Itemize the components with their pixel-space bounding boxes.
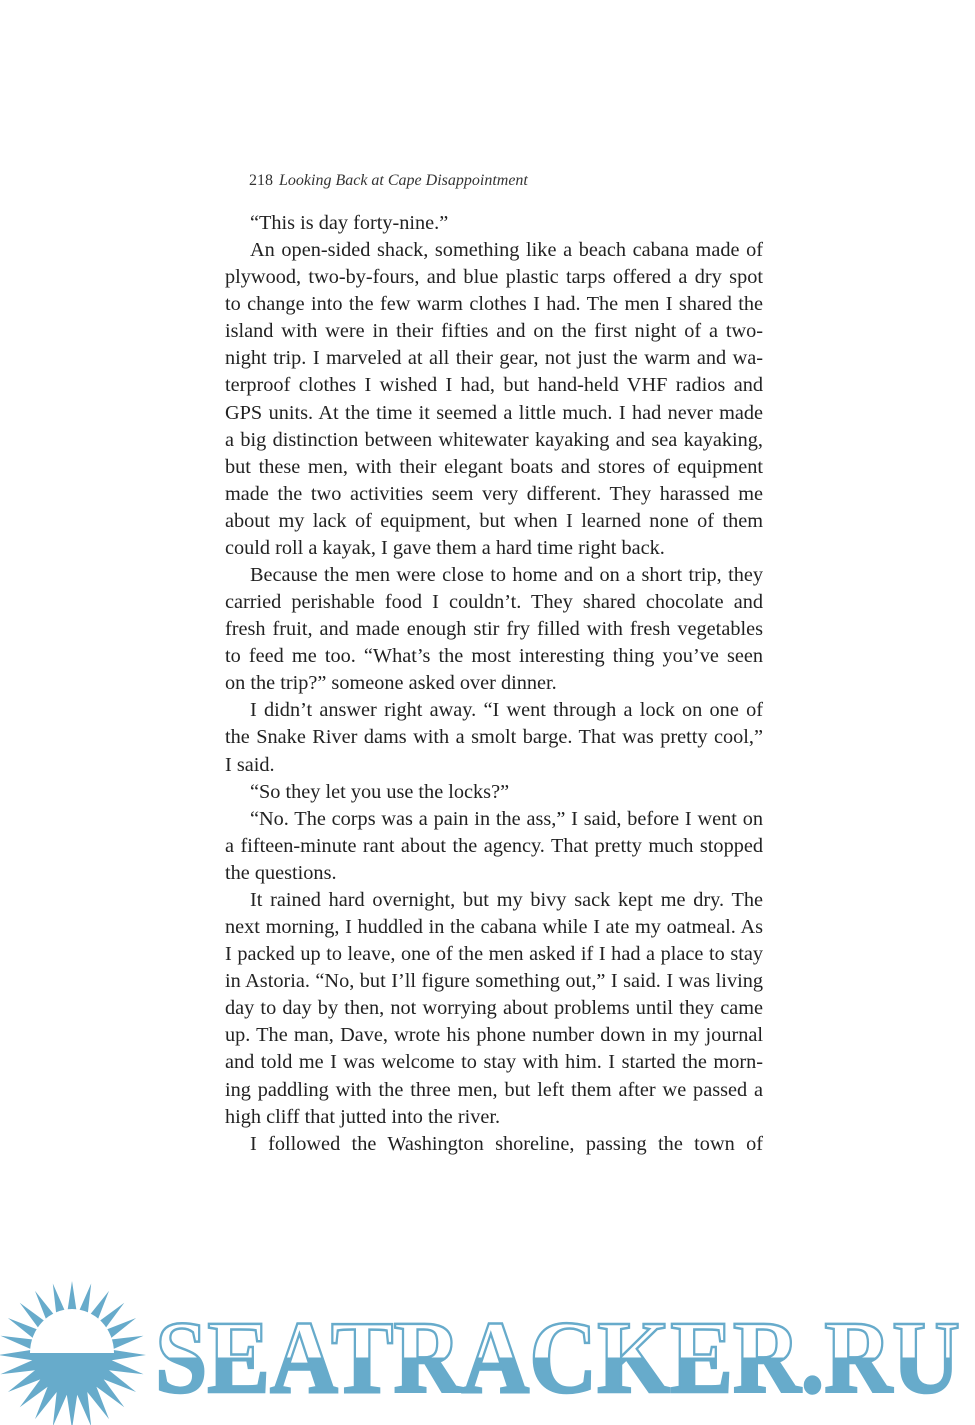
text-line: island with were in their fifties and on the first night of a two-	[225, 320, 763, 343]
text-line: plywood, two-by-fours, and blue plastic tarps offered a dry spot	[225, 266, 763, 289]
text-line: made the two activities seem very different. They harassed me	[225, 482, 763, 505]
text-line: the questions.	[225, 861, 337, 884]
text-line: fresh fruit, and made enough stir fry filled with fresh vegetables	[225, 618, 763, 641]
text-line: It rained hard overnight, but my bivy sack kept me dry. The	[250, 888, 763, 911]
text-line: a fifteen-minute rant about the agency. That pretty much stopped	[225, 834, 763, 857]
text-line: I packed up to leave, one of the men asked if I had a place to stay	[225, 943, 763, 966]
watermark-logo	[0, 1275, 975, 1425]
text-line: in Astoria. “No, but I’ll figure something out,” I said. I was living	[225, 970, 763, 993]
text-line: Because the men were close to home and on a short trip, they	[250, 564, 763, 587]
text-line: GPS units. At the time it seemed a little much. I had never made	[225, 401, 763, 424]
text-line: the Snake River dams with a smolt barge. That was pretty cool,”	[225, 726, 763, 749]
text-line: but these men, with their elegant boats and stores of equipment	[225, 455, 763, 478]
running-header	[249, 172, 528, 190]
text-line: An open-sided shack, something like a beach cabana made of	[250, 239, 763, 262]
text-line: I followed the Washington shoreline, passing the town of	[250, 1132, 763, 1155]
text-line: next morning, I huddled in the cabana while I ate my oatmeal. As	[225, 916, 763, 939]
text-line: to feed me too. “What’s the most interesting thing you’ve seen	[225, 645, 763, 668]
sun-icon	[0, 1281, 146, 1425]
text-line: and told me I was welcome to stay with him. I started the morn-	[225, 1051, 763, 1074]
text-line: carried perishable food I couldn’t. They shared chocolate and	[225, 591, 763, 614]
text-line: I said.	[225, 753, 275, 776]
text-line: high cliff that jutted into the river.	[225, 1105, 501, 1128]
text-line: ing paddling with the three men, but left them after we passed a	[225, 1078, 763, 1101]
text-line: up. The man, Dave, wrote his phone number down in my journal	[225, 1024, 763, 1047]
text-line: “No. The corps was a pain in the ass,” I said, before I went on	[250, 807, 763, 830]
running-title: Looking Back at Cape Disappointment	[279, 172, 528, 189]
text-line: day to day by then, not worrying about problems until they came	[225, 997, 763, 1020]
text-line: terproof clothes I wished I had, but hand-held VHF radios and	[225, 374, 763, 397]
text-line: I didn’t answer right away. “I went through a lock on one of	[250, 699, 763, 722]
sun-disc	[30, 1309, 114, 1353]
text-line: to change into the few warm clothes I had. The men I shared the	[225, 293, 763, 316]
text-line: about my lack of equipment, but when I learned none of them	[225, 509, 763, 532]
text-line: “So they let you use the locks?”	[250, 780, 510, 803]
text-line: on the trip?” someone asked over dinner.	[225, 672, 557, 695]
page-number: 218	[249, 172, 273, 189]
text-line: “This is day forty-nine.”	[250, 212, 449, 234]
text-line: a big distinction between whitewater kayaking and sea kayaking,	[225, 428, 763, 451]
text-line: night trip. I marveled at all their gear, not just the warm and wa-	[225, 347, 763, 370]
watermark-text: SEATRACKER.RU	[155, 1300, 960, 1415]
text-line: could roll a kayak, I gave them a hard time right back.	[225, 536, 665, 559]
body-text	[225, 210, 763, 1158]
